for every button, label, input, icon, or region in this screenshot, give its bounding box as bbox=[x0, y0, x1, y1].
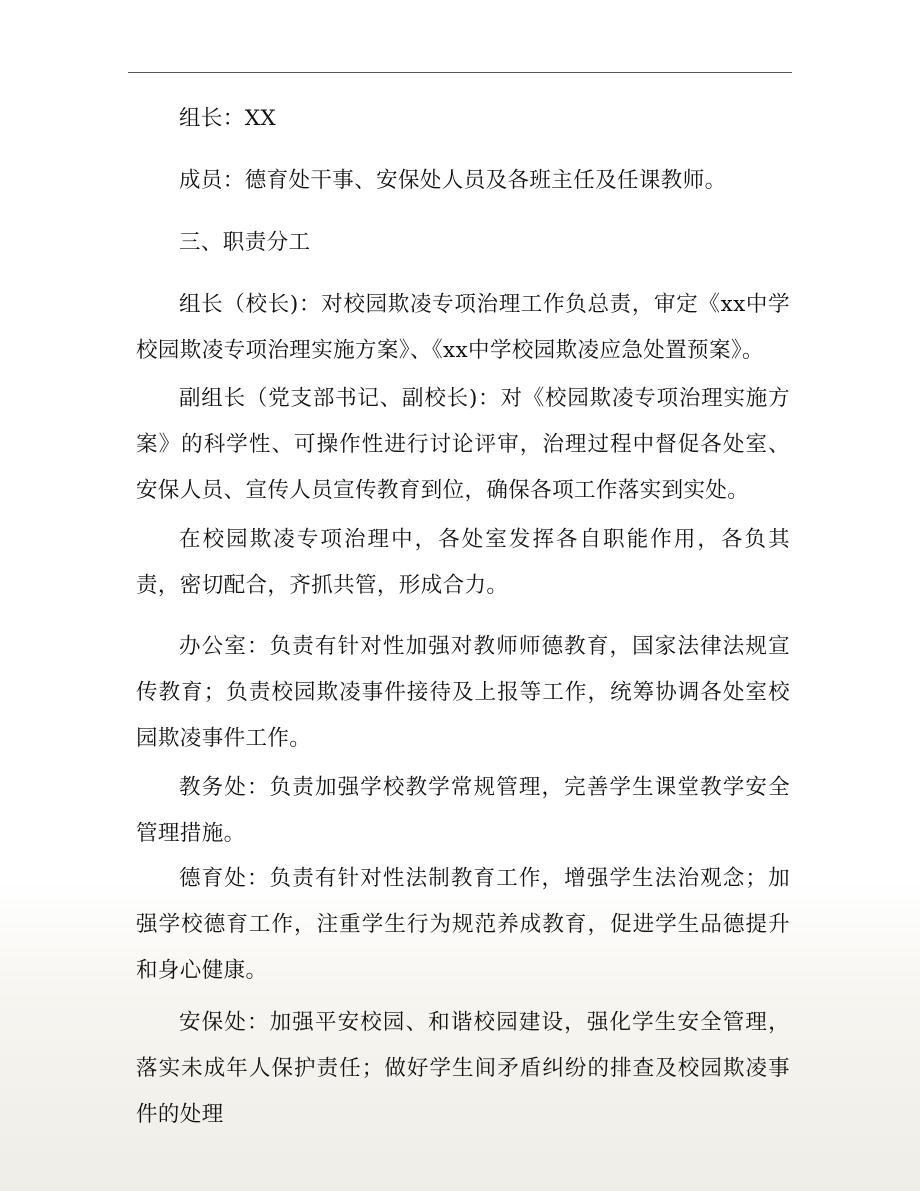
paragraph-moral-education-duties: 德育处：负责有针对性法制教育工作，增强学生法治观念；加强学校德育工作，注重学生行为规范养成教育，促进学生品德提升和身心健康。 bbox=[136, 866, 790, 983]
paragraph-office-duties: 办公室：负责有针对性加强对教师师德教育，国家法律法规宣传教育；负责校园欺凌事件接待及上报等工作，统筹协调各处室校园欺凌事件工作。 bbox=[136, 634, 790, 751]
paragraph-team-leader: 组长：XX bbox=[179, 106, 277, 131]
paragraph-security-duties: 安保处：加强平安校园、和谐校园建设，强化学生安全管理，落实未成年人保护责任；做好学生间矛盾纠纷的排查及校园欺凌事件的处理 bbox=[136, 1010, 790, 1127]
section-heading-responsibilities: 三、职责分工 bbox=[179, 230, 311, 255]
paragraph-leader-duties: 组长（校长)：对校园欺凌专项治理工作负总责，审定《xx中学校园欺凌专项治理实施方案》、《xx中学校园欺凌应急处置预案》。 bbox=[136, 292, 790, 363]
paragraph-team-members: 成员：德育处干事、安保处人员及各班主任及任课教师。 bbox=[179, 168, 727, 193]
paragraph-academic-affairs-duties: 教务处：负责加强学校教学常规管理，完善学生课堂教学安全管理措施。 bbox=[136, 775, 790, 846]
header-divider bbox=[128, 72, 792, 73]
paragraph-departments-cooperation: 在校园欺凌专项治理中，各处室发挥各自职能作用，各负其责，密切配合，齐抓共管，形成合力。 bbox=[136, 527, 790, 598]
paragraph-deputy-leader-duties: 副组长（党支部书记、副校长)：对《校园欺凌专项治理实施方案》的科学性、可操作性进行讨论评审，治理过程中督促各处室、安保人员、宣传人员宣传教育到位，确保各项工作落实到实处。 bbox=[136, 386, 790, 503]
